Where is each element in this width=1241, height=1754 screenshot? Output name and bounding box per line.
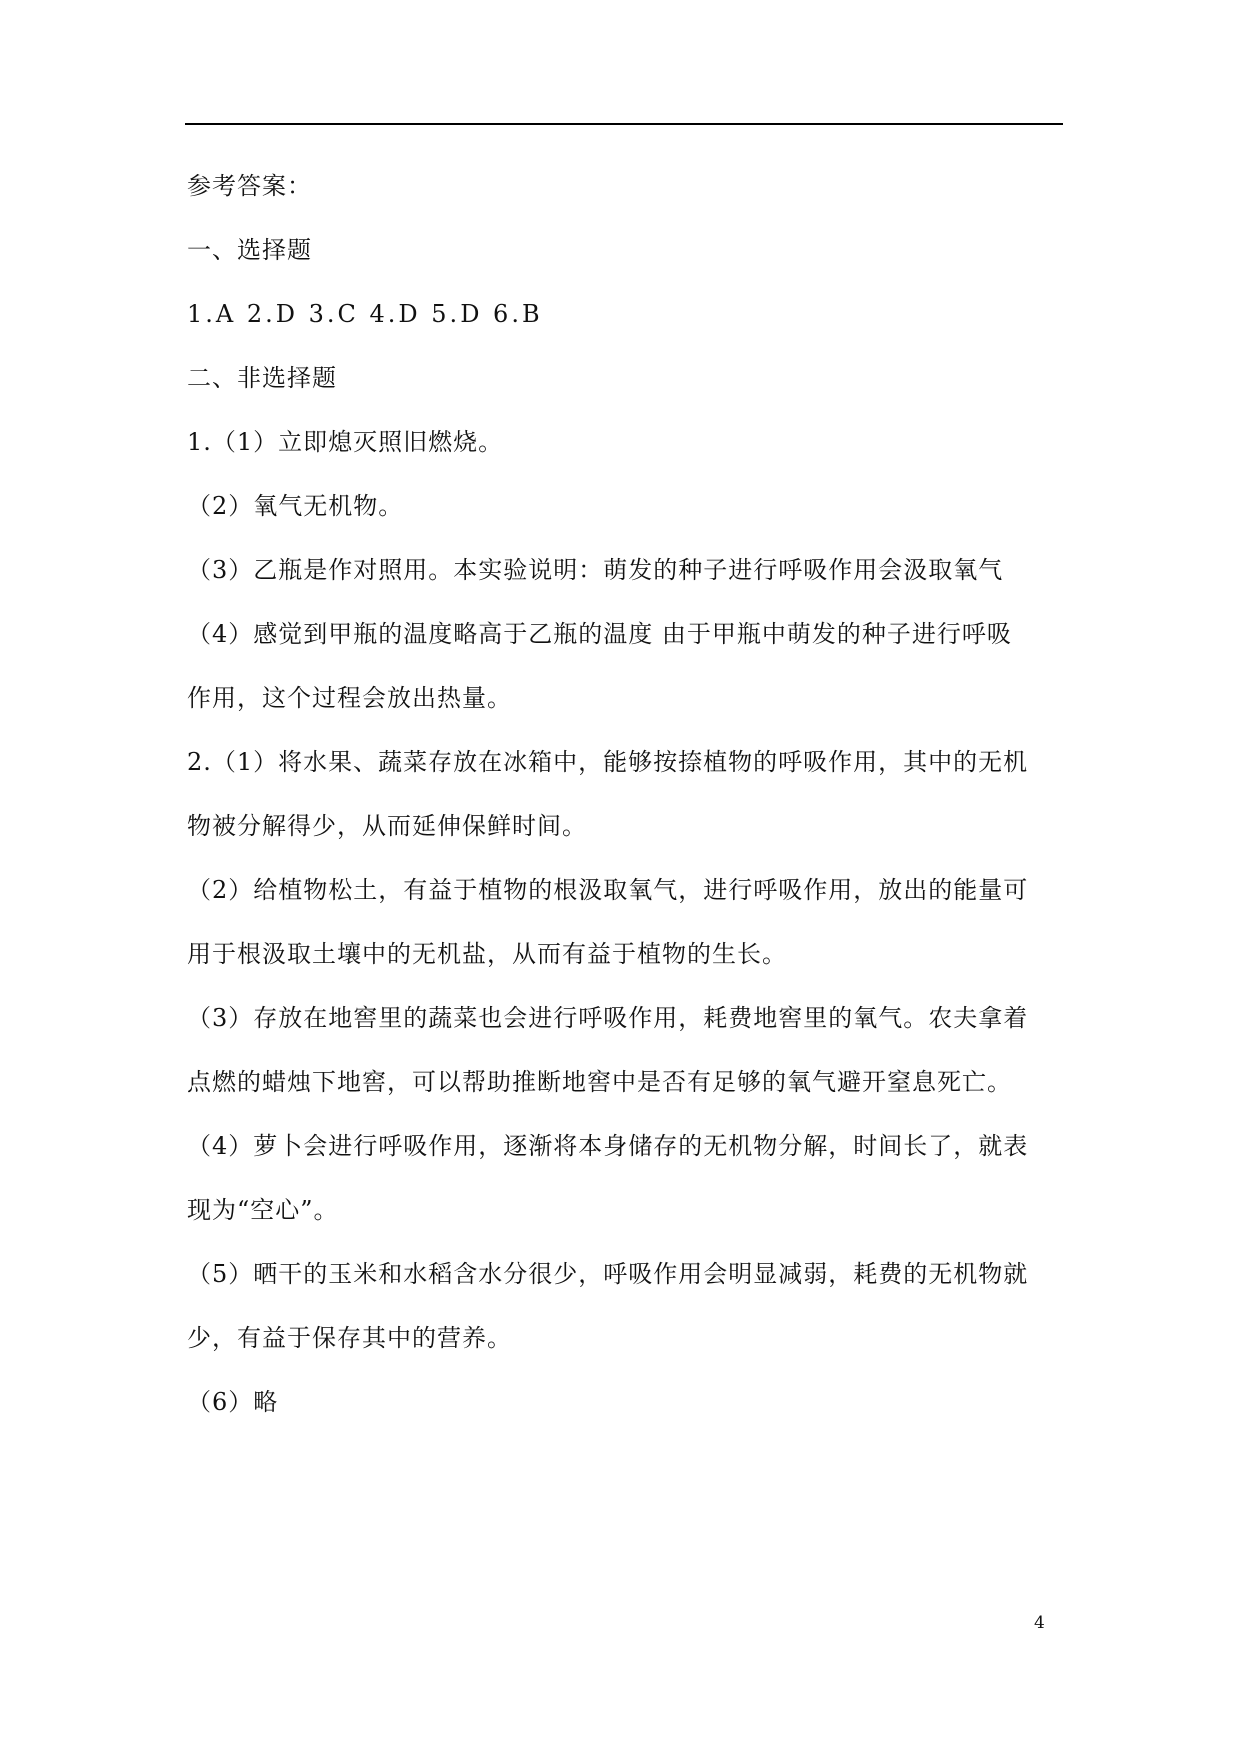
answer-line: （2）氧气无机物。 (187, 492, 404, 520)
answer-line: （6）略 (187, 1388, 279, 1416)
answer-line: 现为“空心”。 (187, 1196, 339, 1224)
answer-line: 点燃的蜡烛下地窖，可以帮助推断地窖中是否有足够的氧气避开窒息死亡。 (187, 1068, 1012, 1096)
answer-line: 物被分解得少，从而延伸保鲜时间。 (187, 812, 587, 840)
answer-line: （2）给植物松土，有益于植物的根汲取氧气，进行呼吸作用，放出的能量可 (187, 876, 1029, 904)
choice-answers: 1.A 2.D 3.C 4.D 5.D 6.B (187, 300, 543, 328)
answer-title: 参考答案： (187, 172, 312, 200)
answer-line: 用于根汲取土壤中的无机盐，从而有益于植物的生长。 (187, 940, 787, 968)
answer-line: （3）乙瓶是作对照用。本实验说明：萌发的种子进行呼吸作用会汲取氧气 (187, 556, 1004, 584)
answer-line: 1.（1）立即熄灭照旧燃烧。 (187, 428, 504, 456)
answer-line: （3）存放在地窖里的蔬菜也会进行呼吸作用，耗费地窖里的氧气。农夫拿着 (187, 1004, 1029, 1032)
section-heading-choice: 一、选择题 (187, 236, 312, 264)
answer-line: 少，有益于保存其中的营养。 (187, 1324, 512, 1352)
answer-line: 作用，这个过程会放出热量。 (187, 684, 512, 712)
answer-line: （4）感觉到甲瓶的温度略高于乙瓶的温度 由于甲瓶中萌发的种子进行呼吸 (187, 620, 1012, 648)
answer-line: （4）萝卜会进行呼吸作用，逐渐将本身储存的无机物分解，时间长了，就表 (187, 1132, 1029, 1160)
answer-line: 2.（1）将水果、蔬菜存放在冰箱中，能够按捺植物的呼吸作用，其中的无机 (187, 748, 1029, 776)
header-rule (185, 123, 1063, 125)
section-heading-nonchoice: 二、非选择题 (187, 364, 337, 392)
page-number: 4 (1034, 1613, 1045, 1633)
answer-line: （5）晒干的玉米和水稻含水分很少，呼吸作用会明显减弱，耗费的无机物就 (187, 1260, 1029, 1288)
